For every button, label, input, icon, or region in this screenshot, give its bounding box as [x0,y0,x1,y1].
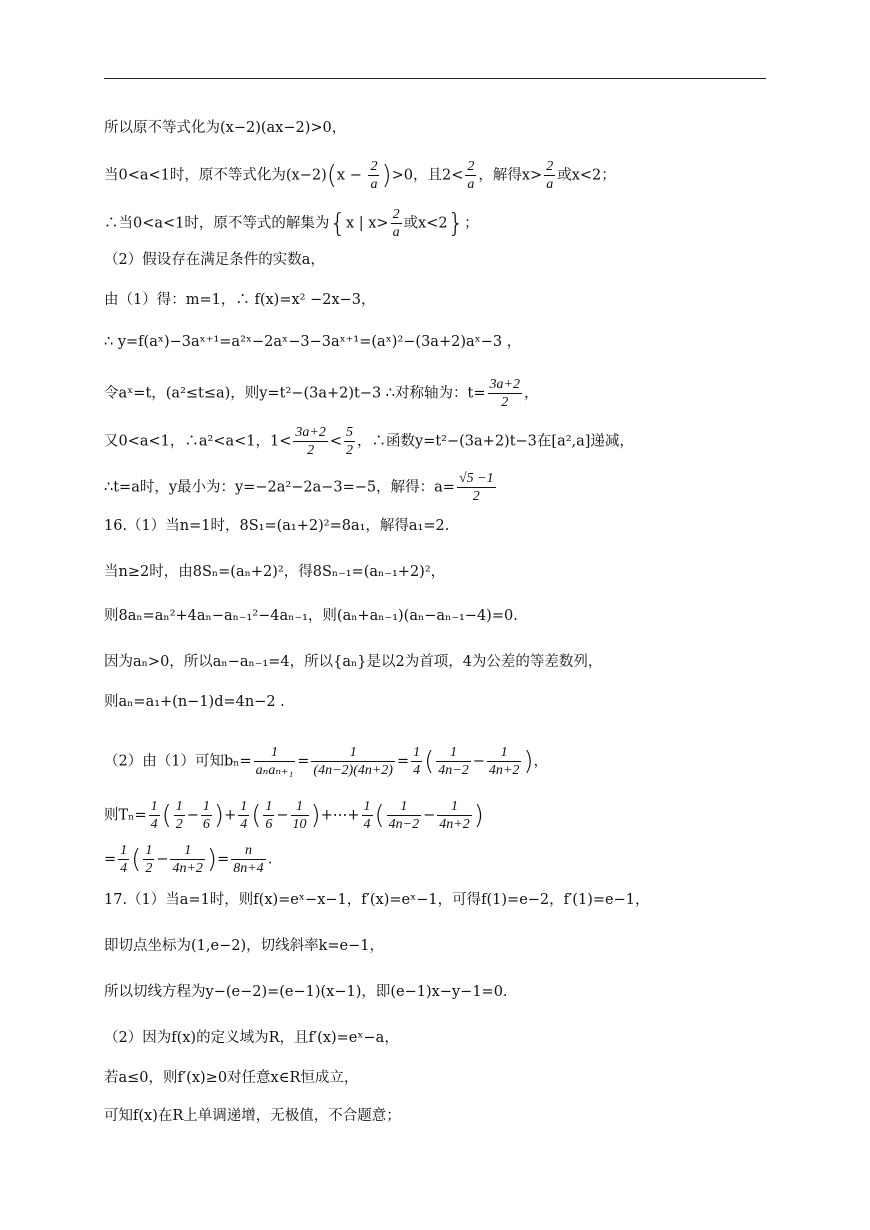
fraction: $\frac{1}{\text{aₙaₙ₊₁}}$ [255,745,294,778]
fraction: $\frac{1}{4}$ [150,799,158,832]
text-span: = [396,753,410,770]
fraction: $\frac{3a+2}{2}$ [489,377,520,410]
text-line: （2）由（1）可知bₙ= $\frac{1}{\text{aₙaₙ₊₁}}$ = $\frac{1}{(4n-2)(4n+2)}$ = $\frac{1}{4}$ ( $\frac{1}{4n-2}$ − $\frac{1}{4n+2}$ )， [104,745,548,778]
text-line: 则Tₙ= $\frac{1}{4}$ ( $\frac{1}{2}$ − $\frac{1}{6}$ )+ $\frac{1}{4}$ ( $\frac{1}{6}$ − $\frac{1}{10}$ )+⋯+ $\frac{1}{4}$ ( $\frac{1}{4n-2}$ − $\frac{1}{4n+2}$ ) [104,799,484,832]
text-line: （2）因为f(x)的定义域为R，且f′(x)=eˣ−a， [104,1030,399,1046]
fraction: $\frac{2}{a}$ [392,207,400,240]
text-span: 或x<2 [403,215,448,232]
fraction: $\frac{2}{a}$ [546,159,554,192]
text-span: ∴当0<a<1时，原不等式的解集为 [104,215,330,232]
paren: ) [523,746,534,777]
text-span: 则Tₙ= [104,807,147,824]
text-span: ，解得x> [478,167,543,184]
fraction: $\frac{n}{8n+4}$ [233,843,264,876]
text-span: ； [464,215,479,232]
paren: ( [424,746,435,777]
text-line: 若a≤0，则f′(x)≥0对任意x∈R恒成立， [104,1070,359,1086]
text-span: ， [533,753,548,770]
text-line: 所以原不等式化为(x−2)(ax−2)>0， [104,120,347,136]
text-span: = [217,851,230,868]
text-line: 可知f(x)在R上单调递增，无极值，不合题意； [104,1108,401,1124]
text-line [104,206,479,241]
text-span: ，∴函数y=t²−(3a+2)t−3在[a²,a]递减， [357,433,634,450]
text-line: = $\frac{1}{4}$ ( $\frac{1}{2}$ − $\frac{1}{4n+2}$ )= $\frac{n}{8n+4}$ . [104,843,273,876]
text-span: = [104,851,117,868]
text-line [104,470,498,505]
text-span: +⋯+ [320,807,360,824]
brace: { [329,208,346,239]
text-span: < [329,433,343,450]
text-line [104,376,538,411]
text-line: 则8aₙ=aₙ²+4aₙ−aₙ₋₁²−4aₙ₋₁，则(aₙ+aₙ₋₁)(aₙ−aₙ₋₁−4)=0. [104,608,518,624]
text-span: 当0<a<1时，原不等式化为(x−2) [104,167,327,184]
fraction: $\frac{2}{a}$ [370,159,378,192]
brace: } [447,208,465,239]
fraction: $\frac{5}{2}$ [346,425,354,458]
text-line: 由（1）得：m=1，∴ f(x)=x² −2x−3， [104,292,376,308]
text-line: 当n≥2时，由8Sₙ=(aₙ+2)²，得8Sₙ₋₁=(aₙ₋₁+2)²， [104,564,446,580]
fraction: $\frac{1}{4n+2}$ [488,745,520,778]
fraction: $\frac{1}{(4n-2)(4n+2)}$ [313,745,393,778]
text-span: ∴t=a时，y最小为：y=−2a²−2a−3=−5，解得：a= [104,479,455,496]
fraction: $\frac{1}{4}$ [413,745,421,778]
text-line: 16.（1）当n=1时，8S₁=(a₁+2)²=8a₁，解得a₁=2. [104,518,450,534]
text-span: . [267,851,273,868]
text-span: 又0<a<1，∴a²<a<1，1< [104,433,292,450]
text-span: x | x> [345,215,389,232]
text-line: 即切点坐标为(1,e−2)，切线斜率k=e−1， [104,938,384,954]
text-span: 或x<2； [557,167,616,184]
header-rule [104,78,766,79]
fraction: $\frac{2}{a}$ [467,159,475,192]
text-line: 17.（1）当a=1时，则f(x)=eˣ−x−1，f′(x)=eˣ−1，可得f(1)=e−2，f′(1)=e−1， [104,892,650,908]
text-span: >0，且2< [391,167,464,184]
text-span: x − [336,167,367,184]
text-line: ∴ y=f(aˣ)−3aˣ⁺¹=a²ˣ−2aˣ−3−3aˣ⁺¹=(aˣ)²−(3a+2)aˣ−3 ， [104,334,522,350]
fraction: $\frac{√5 -1}{2}$ [458,471,494,504]
fraction: $\frac{3a+2}{2}$ [295,425,326,458]
text-line [104,424,634,459]
text-span: （2）由（1）可知bₙ= [104,753,252,770]
paren: ( [326,160,337,191]
text-span: ， [523,385,539,402]
text-line [104,158,616,193]
fraction: $\frac{1}{4}$ [120,843,128,876]
text-span: = [297,753,310,770]
fraction: $\frac{1}{4n-2}$ [438,745,469,778]
text-line: 因为aₙ>0，所以aₙ−aₙ₋₁=4，所以{aₙ}是以2为首项，4为公差的等差数列， [104,654,603,670]
text-span: 令aˣ=t，(a²≤t≤a)，则y=t²−(3a+2)t−3 ∴对称轴为：t= [104,385,486,402]
text-line: （2）假设存在满足条件的实数a， [104,252,325,268]
text-line: 则aₙ=a₁+(n−1)d=4n−2 . [104,694,285,710]
text-line: 所以切线方程为y−(e−2)=(e−1)(x−1)，即(e−1)x−y−1=0. [104,984,508,1000]
paren: ) [381,160,392,191]
